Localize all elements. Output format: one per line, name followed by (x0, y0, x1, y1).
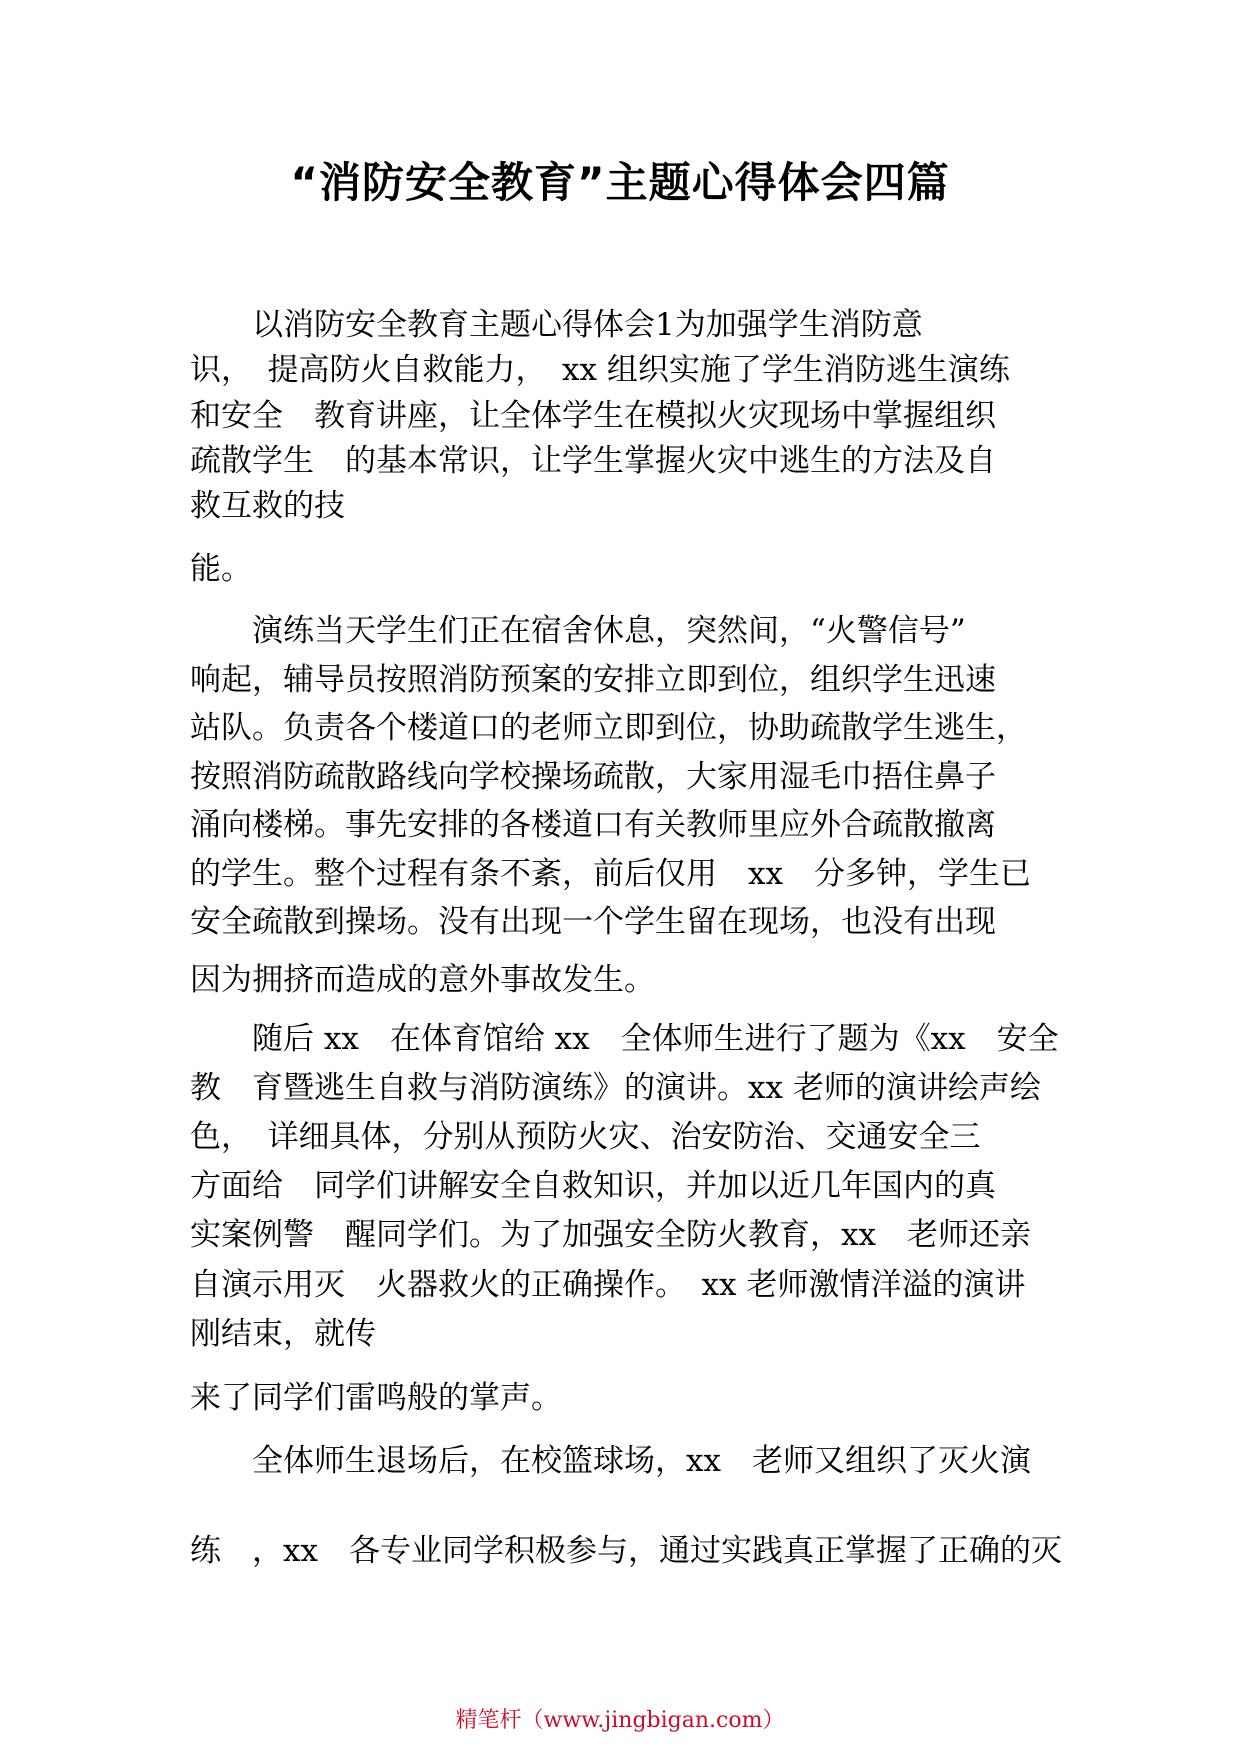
body-line: 和安全 教育讲座，让全体学生在模拟火灾现场中掌握组织 (190, 398, 996, 434)
body-line: 自演示用灭 火器救火的正确操作。 xx 老师激情洋溢的演讲 (190, 1267, 1026, 1303)
body-line: 来了同学们雷鸣般的掌声。 (190, 1380, 562, 1416)
body-line: 识， 提高防火自救能力， xx 组织实施了学生消防逃生演练 (190, 352, 1010, 388)
body-line: 演练当天学生们正在宿舍休息，突然间，“火警信号” (190, 613, 966, 649)
footer-watermark: 精笔杆（www.jingbigan.com） (455, 1708, 785, 1733)
body-line: 安全疏散到操场。没有出现一个学生留在现场，也没有出现 (190, 904, 996, 940)
body-line: 涌向楼梯。事先安排的各楼道口有关教师里应外合疏散撤离 (190, 807, 996, 843)
body-line: 能。 (190, 551, 252, 587)
body-line: 随后 xx 在体育馆给 xx 全体师生进行了题为《xx 安全 (190, 1021, 1059, 1057)
body-line: 教 育暨逃生自救与消防演练》的演讲。xx 老师的演讲绘声绘 (190, 1070, 1041, 1106)
body-line: 色， 详细具体，分别从预防火灾、治安防治、交通安全三 (190, 1119, 981, 1155)
body-line: 因为拥挤而造成的意外事故发生。 (190, 962, 655, 998)
body-line: 的学生。整个过程有条不紊，前后仅用 xx 分多钟，学生已 (190, 856, 1031, 892)
document-title: “消防安全教育”主题心得体会四篇 (290, 158, 950, 207)
body-line: 救互救的技 (190, 488, 345, 524)
body-line: 按照消防疏散路线向学校操场疏散，大家用湿毛巾捂住鼻子 (190, 759, 996, 795)
body-line: 以消防安全教育主题心得体会1为加强学生消防意 (190, 307, 923, 343)
body-line: 站队。负责各个楼道口的老师立即到位，协助疏散学生逃生， (190, 710, 1027, 746)
body-line: 疏散学生 的基本常识，让学生掌握火灾中逃生的方法及自 (190, 443, 996, 479)
body-line: 刚结束，就传 (190, 1316, 376, 1352)
body-line: 全体师生退场后，在校篮球场，xx 老师又组织了灭火演 (190, 1443, 1031, 1479)
body-line: 实案例警 醒同学们。为了加强安全防火教育，xx 老师还亲 (190, 1217, 1031, 1253)
body-line: 练 ，xx 各专业同学积极参与，通过实践真正掌握了正确的灭 (190, 1533, 1062, 1569)
body-line: 方面给 同学们讲解安全自救知识，并加以近几年国内的真 (190, 1168, 996, 1204)
body-line: 响起，辅导员按照消防预案的安排立即到位，组织学生迅速 (190, 662, 996, 698)
